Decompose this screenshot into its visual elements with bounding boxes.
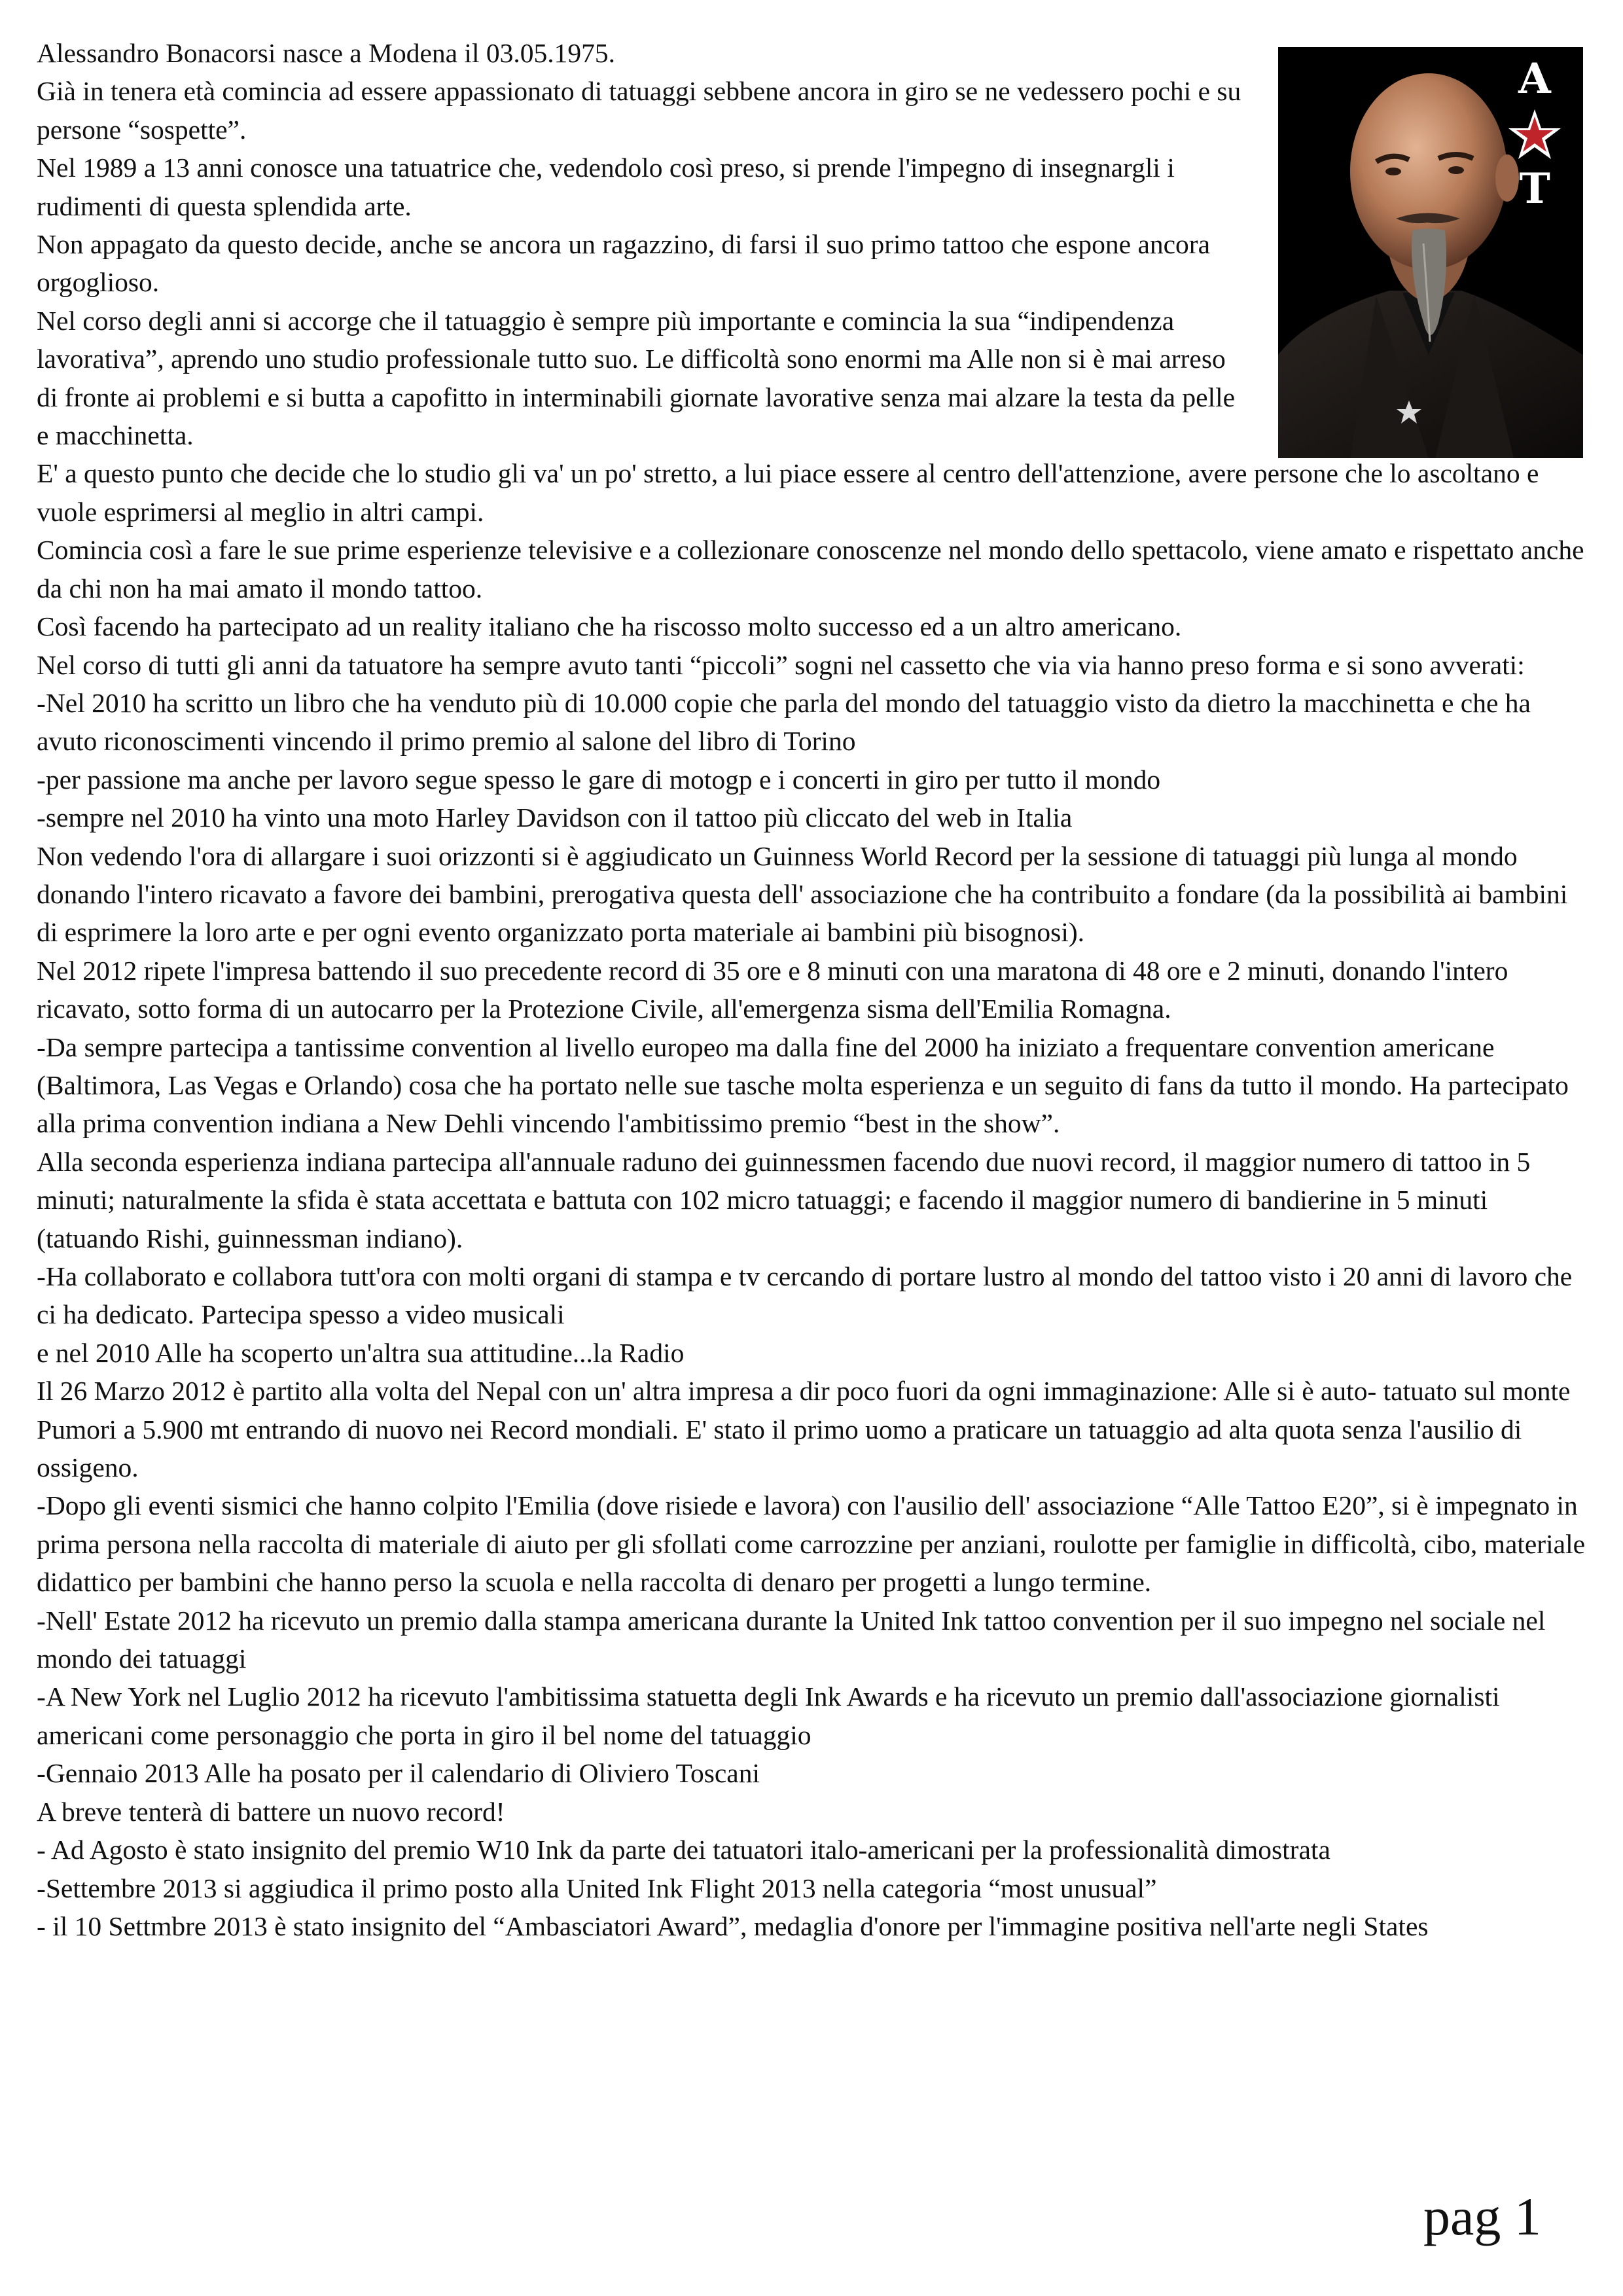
paragraph: -Settembre 2013 si aggiudica il primo posto alla United Ink Flight 2013 nella categoria “most unusual” <box>37 1873 1157 1903</box>
paragraph: Il 26 Marzo 2012 è partito alla volta del Nepal con un' altra impresa a dir poco fuori da ogni immaginazione: Alle si è auto- tatuato sul monte Pumori a 5.900 mt entrando di nuovo nei Record mondiali. E' stato il primo uomo a praticare un tatuaggio ad alta quota senza l'ausilio di ossigeno. <box>37 1376 1571 1483</box>
paragraph: Così facendo ha partecipato ad un reality italiano che ha riscosso molto successo ed a un altro americano. <box>37 611 1182 642</box>
paragraph: e nel 2010 Alle ha scoperto un'altra sua attitudine...la Radio <box>37 1337 685 1368</box>
paragraph: E' a questo punto che decide che lo studio gli va' un po' stretto, a lui piace essere al centro dell'attenzione, avere persone che lo ascoltano e vuole esprimersi al meglio in altri campi. <box>37 458 1539 527</box>
paragraph: -A New York nel Luglio 2012 ha ricevuto l'ambitissima statuetta degli Ink Awards e ha ricevuto un premio dall'associazione giornalisti americani come personaggio che porta in giro il bel nome del tatuaggio <box>37 1681 1500 1750</box>
paragraph: -per passione ma anche per lavoro segue spesso le gare di motogp e i concerti in giro per tutto il mondo <box>37 764 1161 795</box>
paragraph: -Nel 2010 ha scritto un libro che ha venduto più di 10.000 copie che parla del mondo del tatuaggio visto da dietro la macchinetta e che ha avuto riconoscimenti vincendo il primo premio al salone del libro di Torino <box>37 687 1531 757</box>
paragraph: Nel 2012 ripete l'impresa battendo il suo precedente record di 35 ore e 8 minuti con una maratona di 48 ore e 2 minuti, donando l'intero ricavato, sotto forma di un autocarro per la Protezione Civile, all'emergenza sisma dell'Emilia Romagna. <box>37 955 1508 1024</box>
paragraph: Nel 1989 a 13 anni conosce una tatuatrice che, vedendolo così preso, si prende l'impegno di insegnargli i rudimenti di questa splendida arte. <box>37 152 1175 221</box>
paragraph: Già in tenera età comincia ad essere appassionato di tatuaggi sebbene ancora in giro se ne vedessero pochi e su persone “sospette”. <box>37 76 1241 145</box>
paragraph: Non appagato da questo decide, anche se ancora un ragazzino, di farsi il suo primo tattoo che espone ancora orgoglioso. <box>37 229 1211 298</box>
paragraph: -sempre nel 2010 ha vinto una moto Harley Davidson con il tattoo più cliccato del web in Italia <box>37 802 1073 833</box>
paragraph: -Nell' Estate 2012 ha ricevuto un premio dalla stampa americana durante la United Ink tattoo convention per il suo impegno nel sociale nel mondo dei tatuaggi <box>37 1605 1546 1674</box>
paragraph: Alessandro Bonacorsi nasce a Modena il 03.05.1975. <box>37 38 615 68</box>
paragraph: -Da sempre partecipa a tantissime convention al livello europeo ma dalla fine del 2000 ha iniziato a frequentare convention americane (Baltimora, Las Vegas e Orlando) cosa che ha portato nelle sue tasche molta esperienza e un seguito di fans da tutto il mondo. Ha partecipato alla prima convention indiana a New Dehli vincendo l'ambitissimo premio “best in the show”. <box>37 1031 1569 1139</box>
paragraph: Non vedendo l'ora di allargare i suoi orizzonti si è aggiudicato un Guinness World Record per la sessione di tatuaggi più lunga al mondo donando l'intero ricavato a favore dei bambini, prerogativa questa dell' associazione che ha contribuito a fondare (da la possibilità ai bambini di esprimere la loro arte e per ogni evento organizzato porta materiale ai bambini più bisognosi). <box>37 840 1568 948</box>
monogram-letter-t: T <box>1519 164 1550 213</box>
intro-section <box>37 34 1247 454</box>
paragraph: Comincia così a fare le sue prime esperienze televisive e a collezionare conoscenze nel mondo dello spettacolo, viene amato e rispettato anche da chi non ha mai amato il mondo tattoo. <box>37 535 1584 603</box>
paragraph: Nel corso degli anni si accorge che il tatuaggio è sempre più importante e comincia la sua “indipendenza lavorativa”, aprendo uno studio professionale tutto suo. Le difficoltà sono enormi ma Alle non si è mai arreso di fronte ai problemi e si butta a capofitto in interminabili giornate lavorative senza mai alzare la testa da pelle e macchinetta. <box>37 305 1236 451</box>
paragraph: A breve tenterà di battere un nuovo record! <box>37 1796 505 1827</box>
paragraph: Nel corso di tutti gli anni da tatuatore ha sempre avuto tanti “piccoli” sogni nel cassetto che via via hanno preso forma e si sono avverati: <box>37 649 1525 680</box>
biography-text <box>37 34 1588 1945</box>
paragraph: Alla seconda esperienza indiana partecipa all'annuale raduno dei guinnessmen facendo due nuovi record, il maggior numero di tattoo in 5 minuti; naturalmente la sfida è stata accettata e battuta con 102 micro tatuaggi; e facendo il maggior numero di bandierine in 5 minuti (tatuando Rishi, guinnessman indiano). <box>37 1146 1531 1253</box>
paragraph: -Dopo gli eventi sismici che hanno colpito l'Emilia (dove risiede e lavora) con l'ausilio dell' associazione “Alle Tattoo E20”, si è impegnato in prima persona nella raccolta di materiale di aiuto per gli sfollati come carrozzine per anziani, roulotte per famiglie in difficoltà, cibo, materiale didattico per bambini che hanno perso la scuola e nella raccolta di denaro per progetti a lungo termine. <box>37 1490 1586 1598</box>
monogram-letter-a: A <box>1518 54 1551 103</box>
paragraph: - il 10 Settmbre 2013 è stato insignito del “Ambasciatori Award”, medaglia d'onore per l'immagine positiva nell'arte negli States <box>37 1910 1429 1941</box>
paragraph: - Ad Agosto è stato insignito del premio W10 Ink da parte dei tatuatori italo-americani per la professionalità dimostrata <box>37 1835 1330 1865</box>
paragraph: -Gennaio 2013 Alle ha posato per il calendario di Oliviero Toscani <box>37 1758 760 1789</box>
paragraph: -Ha collaborato e collabora tutt'ora con molti organi di stampa e tv cercando di portare lustro al mondo del tattoo visto i 20 anni di lavoro che ci ha dedicato. Partecipa spesso a video musicali <box>37 1261 1573 1330</box>
page-number: pag 1 <box>1423 2187 1541 2246</box>
